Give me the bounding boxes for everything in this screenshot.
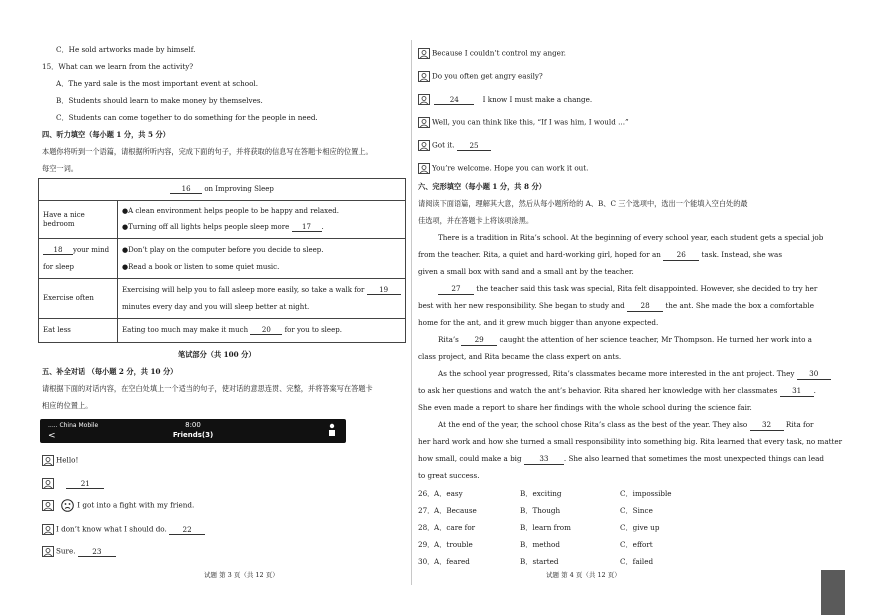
- option-choice[interactable]: C．Since: [620, 506, 653, 515]
- row-label: Exercise often: [39, 279, 118, 319]
- chat-line: [42, 478, 104, 489]
- option-choice[interactable]: B．learn from: [520, 523, 571, 532]
- person-icon[interactable]: [328, 423, 336, 437]
- chat-title: Friends(3): [172, 431, 214, 439]
- option-number: 27．: [418, 506, 435, 515]
- section4-instruction: 本题你将听到一个语篇，请根据所听内容，完成下面的句子，并将获取的信息写在答题卡相应的位置上。: [42, 147, 373, 156]
- row-content: ●Don’t play on the computer before you decide to sleep. ●Read a book or listen to some quiet music.: [118, 239, 406, 279]
- passage-line: home for the ant, and it grew much bigger than anyone expected.: [418, 318, 659, 327]
- avatar-icon: [418, 94, 430, 105]
- written-part-title: 笔试部分（共 100 分）: [178, 350, 256, 359]
- listening-table: [38, 178, 406, 343]
- table-header: 16 on Improving Sleep: [39, 179, 406, 201]
- chat-line: 24 I know I must make a change.: [418, 94, 592, 105]
- sad-face-icon: [61, 499, 74, 512]
- chat-line: Do you often get angry easily?: [418, 71, 543, 82]
- section5-title: 五、补全对话 （每小题 2 分，共 10 分）: [42, 367, 178, 376]
- row-label: Eat less: [39, 319, 118, 343]
- option-choice[interactable]: A．easy: [434, 489, 463, 498]
- chat-line: Well, you can think like this, “If I was him, I would ...”: [418, 117, 629, 128]
- blank-31: 31: [780, 387, 814, 397]
- option-choice[interactable]: B．Though: [520, 506, 561, 515]
- blank-29: 29: [461, 336, 497, 346]
- passage-line: her hard work and how she turned a small responsibility into something big. Rita learned that every task, no matter: [418, 437, 843, 446]
- option-number: 30．: [418, 557, 435, 566]
- passage-line: There is a tradition in Rita’s school. At the beginning of every school year, each student gets a special job: [438, 233, 824, 242]
- blank-25: 25: [457, 142, 491, 152]
- passage-line: 27 the teacher said this task was special, Rita felt disappointed. However, she decided to try her: [438, 285, 817, 295]
- chat-line: Got it. 25: [418, 140, 491, 151]
- chat-line: Because I couldn’t control my anger.: [418, 48, 566, 59]
- chat-line: I don’t know what I should do. 22: [42, 524, 205, 535]
- section6-title: 六、完形填空（每小题 1 分，共 8 分）: [418, 182, 546, 191]
- phone-chat-header: [40, 419, 346, 443]
- blank-27: 27: [438, 285, 474, 295]
- back-icon[interactable]: <: [48, 431, 56, 441]
- blank-24: 24: [434, 96, 474, 106]
- avatar-icon: [418, 71, 430, 82]
- avatar-icon: [418, 163, 430, 174]
- option-choice[interactable]: B．method: [520, 540, 560, 549]
- blank-17: 17: [292, 223, 322, 232]
- option-choice[interactable]: B．exciting: [520, 489, 562, 498]
- chat-line: I got into a fight with my friend.: [42, 499, 194, 512]
- option-number: 28．: [418, 523, 435, 532]
- row-content: Exercising will help you to fall asleep more easily, so take a walk for 19 minutes every day and you will sleep better at night.: [118, 279, 406, 319]
- option-choice[interactable]: B．started: [520, 557, 559, 566]
- passage-line: to ask her questions and watch the ant’s behavior. Rita shared her knowledge with her classmates 31 .: [418, 386, 816, 395]
- avatar-icon: [418, 48, 430, 59]
- blank-18: 18: [43, 246, 73, 255]
- avatar-icon: [42, 478, 54, 489]
- option-choice[interactable]: C．give up: [620, 523, 660, 532]
- passage-line: class project, and Rita became the class expert on ants.: [418, 352, 622, 361]
- page-footer-right: 试题 第 4 页（共 12 页）: [546, 571, 621, 579]
- blank-30: 30: [797, 370, 831, 380]
- passage-line: At the end of the year, the school chose Rita’s class as the best of the year. They also 32 Rita for: [438, 420, 814, 429]
- blank-32: 32: [750, 421, 784, 431]
- passage-line: given a small box with sand and a small ant by the teacher.: [418, 267, 634, 276]
- column-divider: [411, 40, 412, 585]
- passage-line: As the school year progressed, Rita’s classmates became more interested in the ant project. They 30: [438, 370, 831, 380]
- avatar-icon: [42, 524, 54, 535]
- option-number: 29．: [418, 540, 435, 549]
- blank-28: 28: [627, 302, 663, 312]
- blank-23: 23: [78, 548, 116, 558]
- q15-stem: 15．What can we learn from the activity?: [42, 62, 194, 71]
- passage-line: how small, could make a big 33 . She also learned that sometimes the most unexpected things can lead: [418, 454, 824, 463]
- section6-instruction: 请阅读下面语篇，理解其大意，然后从每小题所给的 A、B、C 三个选项中，选出一个能填入空白处的最: [418, 199, 748, 208]
- scrollbar-thumb[interactable]: [821, 570, 845, 615]
- blank-16: 16: [170, 185, 202, 194]
- avatar-icon: [42, 455, 54, 466]
- chat-line: Sure. 23: [42, 546, 116, 557]
- q15-option-c: C．Students can come together to do something for the people in need.: [56, 113, 318, 122]
- q14-option-c: C．He sold artworks made by himself.: [56, 45, 196, 54]
- chat-line: Hello!: [42, 455, 78, 466]
- option-choice[interactable]: C．failed: [620, 557, 654, 566]
- carrier-label: ..... China Mobile: [48, 422, 99, 429]
- option-choice[interactable]: A．care for: [434, 523, 476, 532]
- blank-33: 33: [524, 455, 564, 465]
- section6-instruction-2: 佳选项，并在答题卡上将该项涂黑。: [418, 216, 534, 225]
- page-footer-left: 试题 第 3 页（共 12 页）: [204, 571, 279, 579]
- row-label: 18 your mind for sleep: [39, 239, 118, 279]
- option-choice[interactable]: A．Because: [434, 506, 477, 515]
- section4-title: 四、听力填空（每小题 1 分，共 5 分）: [42, 130, 170, 139]
- blank-19: 19: [367, 286, 401, 295]
- row-content: Eating too much may make it much 20 for you to sleep.: [118, 319, 406, 343]
- section5-instruction: 请根据下面的对话内容，在空白处填上一个适当的句子，使对话的意思连贯、完整，并将答案写在答题卡: [42, 384, 373, 393]
- passage-line: from the teacher. Rita, a quiet and hard-working girl, hoped for an 26 task. Instead, she was: [418, 250, 783, 259]
- avatar-icon: [418, 140, 430, 151]
- option-choice[interactable]: C．impossible: [620, 489, 672, 498]
- passage-line: Rita’s 29 caught the attention of her science teacher, Mr Thompson. He turned her work into a: [438, 335, 812, 344]
- section4-instruction-2: 每空一词。: [42, 164, 78, 173]
- avatar-icon: [418, 117, 430, 128]
- avatar-icon: [42, 546, 54, 557]
- passage-line: to great success.: [418, 471, 480, 480]
- blank-20: 20: [250, 326, 282, 335]
- blank-26: 26: [663, 251, 699, 261]
- status-time: 8:00: [185, 421, 201, 429]
- option-choice[interactable]: A．trouble: [434, 540, 473, 549]
- q15-option-b: B．Students should learn to make money by themselves.: [56, 96, 263, 105]
- passage-line: She even made a report to share her findings with the whole school during the science fair.: [418, 403, 752, 412]
- passage-line: best with her new responsibility. She began to study and 28 the ant. She made the box a comfortable: [418, 301, 814, 310]
- chat-line: You’re welcome. Hope you can work it out.: [418, 163, 588, 174]
- q15-option-a: A．The yard sale is the most important event at school.: [56, 79, 259, 88]
- row-content: ●A clean environment helps people to be happy and relaxed. ●Turning off all lights helps people sleep more 17 .: [118, 201, 406, 239]
- section5-instruction-2: 相应的位置上。: [42, 401, 93, 410]
- blank-22: 22: [169, 526, 205, 536]
- avatar-icon: [42, 500, 54, 511]
- row-label: Have a nice bedroom: [39, 201, 118, 239]
- option-choice[interactable]: A．feared: [434, 557, 470, 566]
- blank-21: 21: [66, 480, 104, 490]
- option-choice[interactable]: C．effort: [620, 540, 653, 549]
- option-number: 26．: [418, 489, 435, 498]
